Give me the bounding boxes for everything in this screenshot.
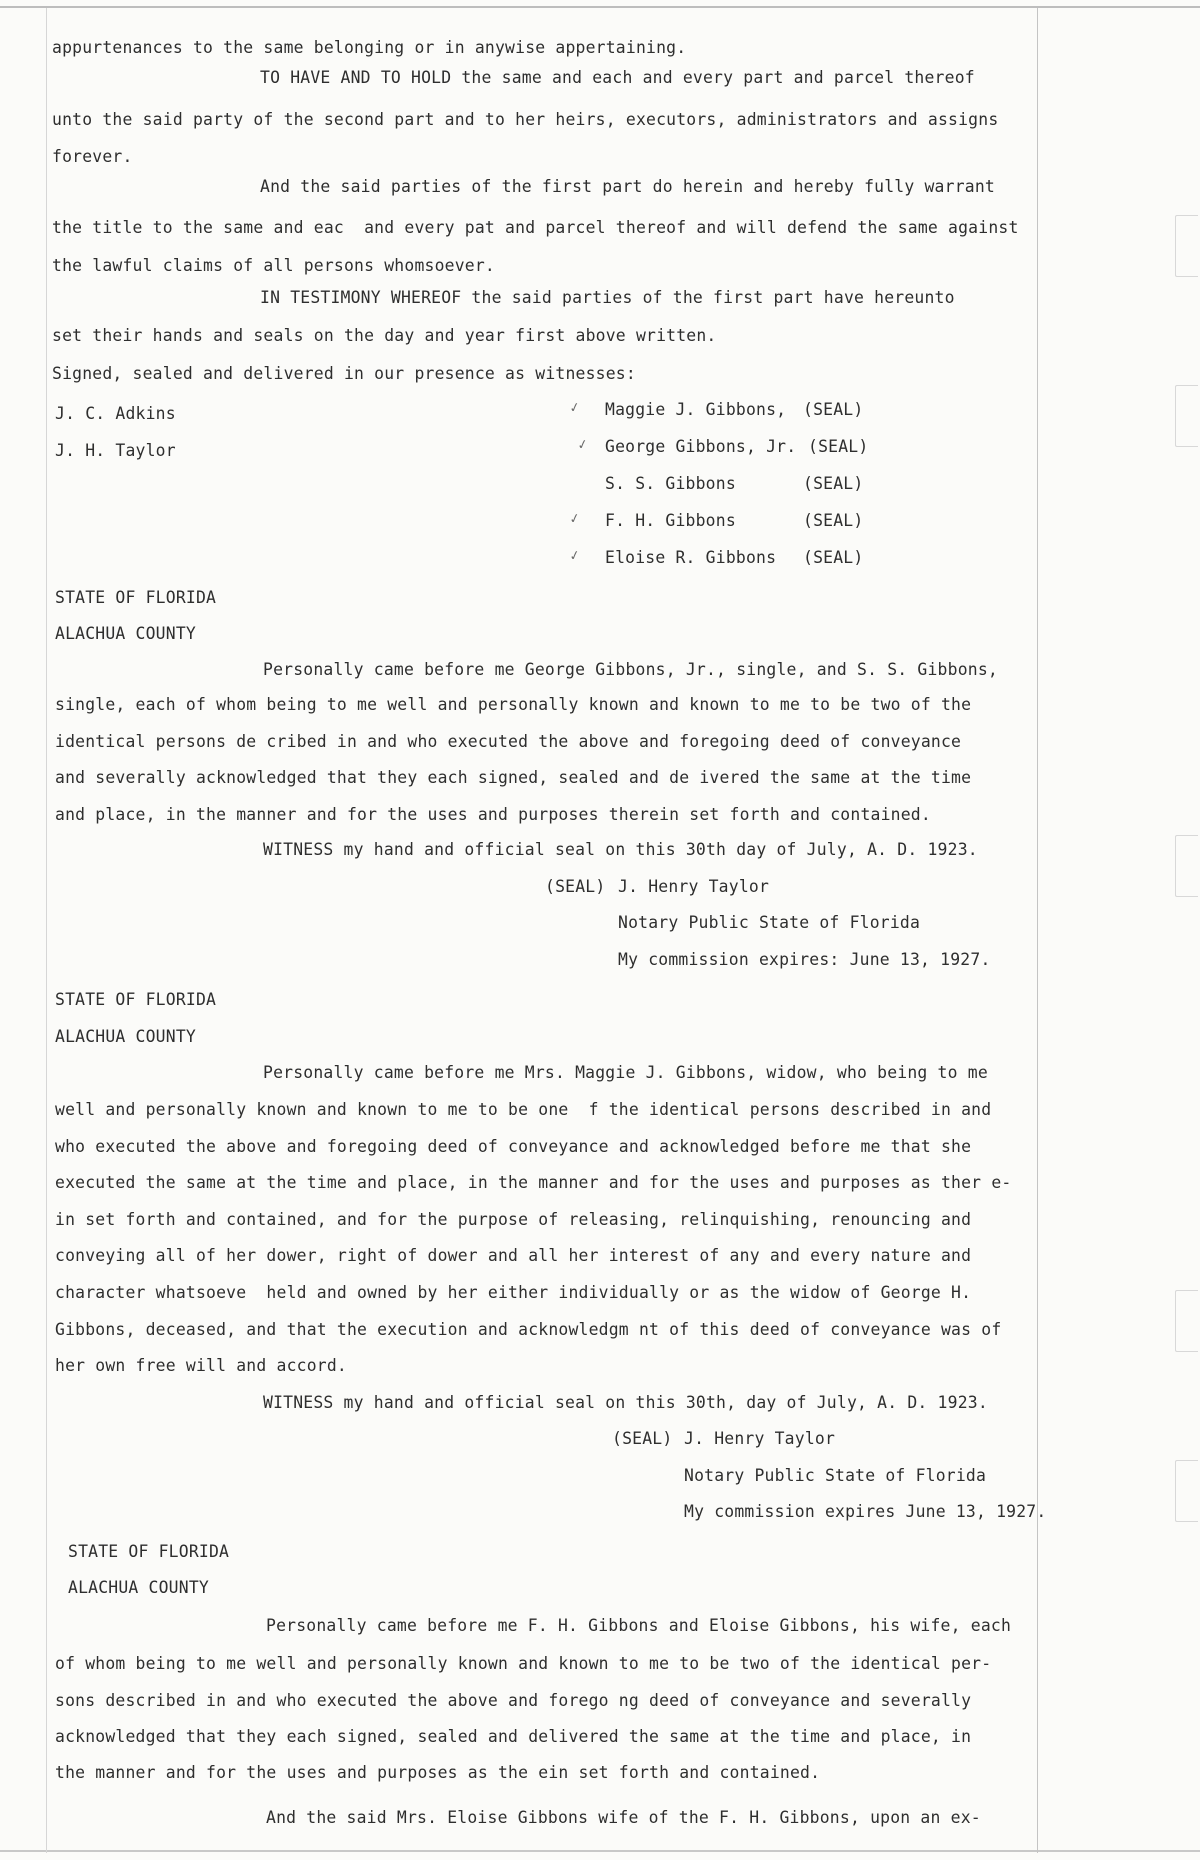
binder-tab	[1175, 215, 1198, 277]
notary-seal: (SEAL)	[545, 877, 606, 896]
notary-title: Notary Public State of Florida	[684, 1466, 987, 1485]
witness-name: J. C. Adkins	[55, 404, 176, 423]
witness-clause: WITNESS my hand and official seal on this 30th day of July, A. D. 1923.	[263, 840, 978, 859]
acknowledgment-line: executed the same at the time and place, in the manner and for the uses and purposes as ther e-	[55, 1173, 1012, 1192]
signatory-seal: (SEAL)	[803, 548, 864, 567]
acknowledgment-line: and severally acknowledged that they each signed, sealed and de ivered the same at the time	[55, 768, 972, 787]
binder-tab	[1175, 835, 1198, 897]
bottom-border-line	[0, 1850, 1200, 1852]
deed-line: the title to the same and eac and every pat and parcel thereof and will defend the same against	[52, 218, 1019, 237]
binder-tab	[1175, 385, 1198, 447]
deed-line: And the said parties of the first part do herein and hereby fully warrant	[260, 177, 995, 196]
signatory-seal: (SEAL)	[803, 474, 864, 493]
notary-title: Notary Public State of Florida	[618, 913, 921, 932]
acknowledgment-line: who executed the above and foregoing deed of conveyance and acknowledged before me that she	[55, 1137, 972, 1156]
signatory-seal: (SEAL)	[803, 511, 864, 530]
deed-line: IN TESTIMONY WHEREOF the said parties of the first part have hereunto	[260, 288, 955, 307]
acknowledgment-line: Personally came before me Mrs. Maggie J. Gibbons, widow, who being to me	[263, 1063, 988, 1082]
acknowledgment-line: in set forth and contained, and for the purpose of releasing, relinquishing, renouncing and	[55, 1210, 972, 1229]
county-heading: ALACHUA COUNTY	[55, 1027, 196, 1046]
right-margin-line	[1037, 8, 1038, 1853]
state-heading: STATE OF FLORIDA	[55, 990, 217, 1009]
deed-line: unto the said party of the second part and to her heirs, executors, administrators and assigns	[52, 110, 999, 129]
acknowledgment-line: Gibbons, deceased, and that the execution and acknowledgm nt of this deed of conveyance was of	[55, 1320, 1002, 1339]
notary-name: J. Henry Taylor	[684, 1429, 836, 1448]
acknowledgment-line: Personally came before me F. H. Gibbons and Eloise Gibbons, his wife, each	[266, 1616, 1012, 1635]
county-heading: ALACHUA COUNTY	[55, 624, 196, 643]
signatory-name: Maggie J. Gibbons,	[605, 400, 787, 419]
acknowledgment-line: identical persons de cribed in and who executed the above and foregoing deed of conveyance	[55, 732, 962, 751]
deed-line: the lawful claims of all persons whomsoever.	[52, 256, 495, 275]
acknowledgment-line: of whom being to me well and personally known and known to me to be two of the identical per-	[55, 1654, 992, 1673]
acknowledgment-line: acknowledged that they each signed, sealed and delivered the same at the time and place, in	[55, 1727, 972, 1746]
signatory-name: S. S. Gibbons	[605, 474, 736, 493]
acknowledgment-line: her own free will and accord.	[55, 1356, 347, 1375]
acknowledgment-line: well and personally known and known to me to be one f the identical persons described in and	[55, 1100, 992, 1119]
deed-line: forever.	[52, 147, 133, 166]
notary-name: J. Henry Taylor	[618, 877, 770, 896]
county-heading: ALACHUA COUNTY	[68, 1578, 209, 1597]
signatory-seal: (SEAL)	[808, 437, 869, 456]
witness-name: J. H. Taylor	[55, 441, 176, 460]
deed-line: appurtenances to the same belonging or in anywise appertaining.	[52, 38, 687, 57]
witness-clause: WITNESS my hand and official seal on this 30th, day of July, A. D. 1923.	[263, 1393, 988, 1412]
signatory-name: Eloise R. Gibbons	[605, 548, 777, 567]
acknowledgment-line: conveying all of her dower, right of dower and all her interest of any and every nature and	[55, 1246, 972, 1265]
acknowledgment-line: single, each of whom being to me well and personally known and known to me to be two of the	[55, 695, 972, 714]
state-heading: STATE OF FLORIDA	[68, 1542, 230, 1561]
check-mark-icon: ✓	[568, 508, 581, 528]
notary-commission: My commission expires: June 13, 1927.	[618, 950, 991, 969]
top-border-line	[0, 6, 1200, 8]
state-heading: STATE OF FLORIDA	[55, 588, 217, 607]
signatory-seal: (SEAL)	[803, 400, 864, 419]
signatory-name: George Gibbons, Jr.	[605, 437, 797, 456]
check-mark-icon: ✓	[576, 434, 589, 454]
acknowledgment-line: the manner and for the uses and purposes as the ein set forth and contained.	[55, 1763, 821, 1782]
acknowledgment-line: Personally came before me George Gibbons, Jr., single, and S. S. Gibbons,	[263, 660, 998, 679]
notary-seal: (SEAL)	[612, 1429, 673, 1448]
acknowledgment-line: And the said Mrs. Eloise Gibbons wife of the F. H. Gibbons, upon an ex-	[266, 1808, 981, 1827]
notary-commission: My commission expires June 13, 1927.	[684, 1502, 1047, 1521]
check-mark-icon: ✓	[568, 545, 581, 565]
binder-tab	[1175, 1290, 1198, 1352]
deed-line: set their hands and seals on the day and year first above written.	[52, 326, 717, 345]
binder-tab	[1175, 1460, 1198, 1522]
acknowledgment-line: sons described in and who executed the above and forego ng deed of conveyance and severally	[55, 1691, 972, 1710]
deed-line: TO HAVE AND TO HOLD the same and each and every part and parcel thereof	[260, 68, 975, 87]
acknowledgment-line: and place, in the manner and for the uses and purposes therein set forth and contained.	[55, 805, 931, 824]
signatory-name: F. H. Gibbons	[605, 511, 736, 530]
deed-line: Signed, sealed and delivered in our presence as witnesses:	[52, 364, 636, 383]
left-margin-line	[46, 8, 47, 1853]
acknowledgment-line: character whatsoeve held and owned by her either individually or as the widow of George H.	[55, 1283, 972, 1302]
check-mark-icon: ✓	[568, 397, 581, 417]
